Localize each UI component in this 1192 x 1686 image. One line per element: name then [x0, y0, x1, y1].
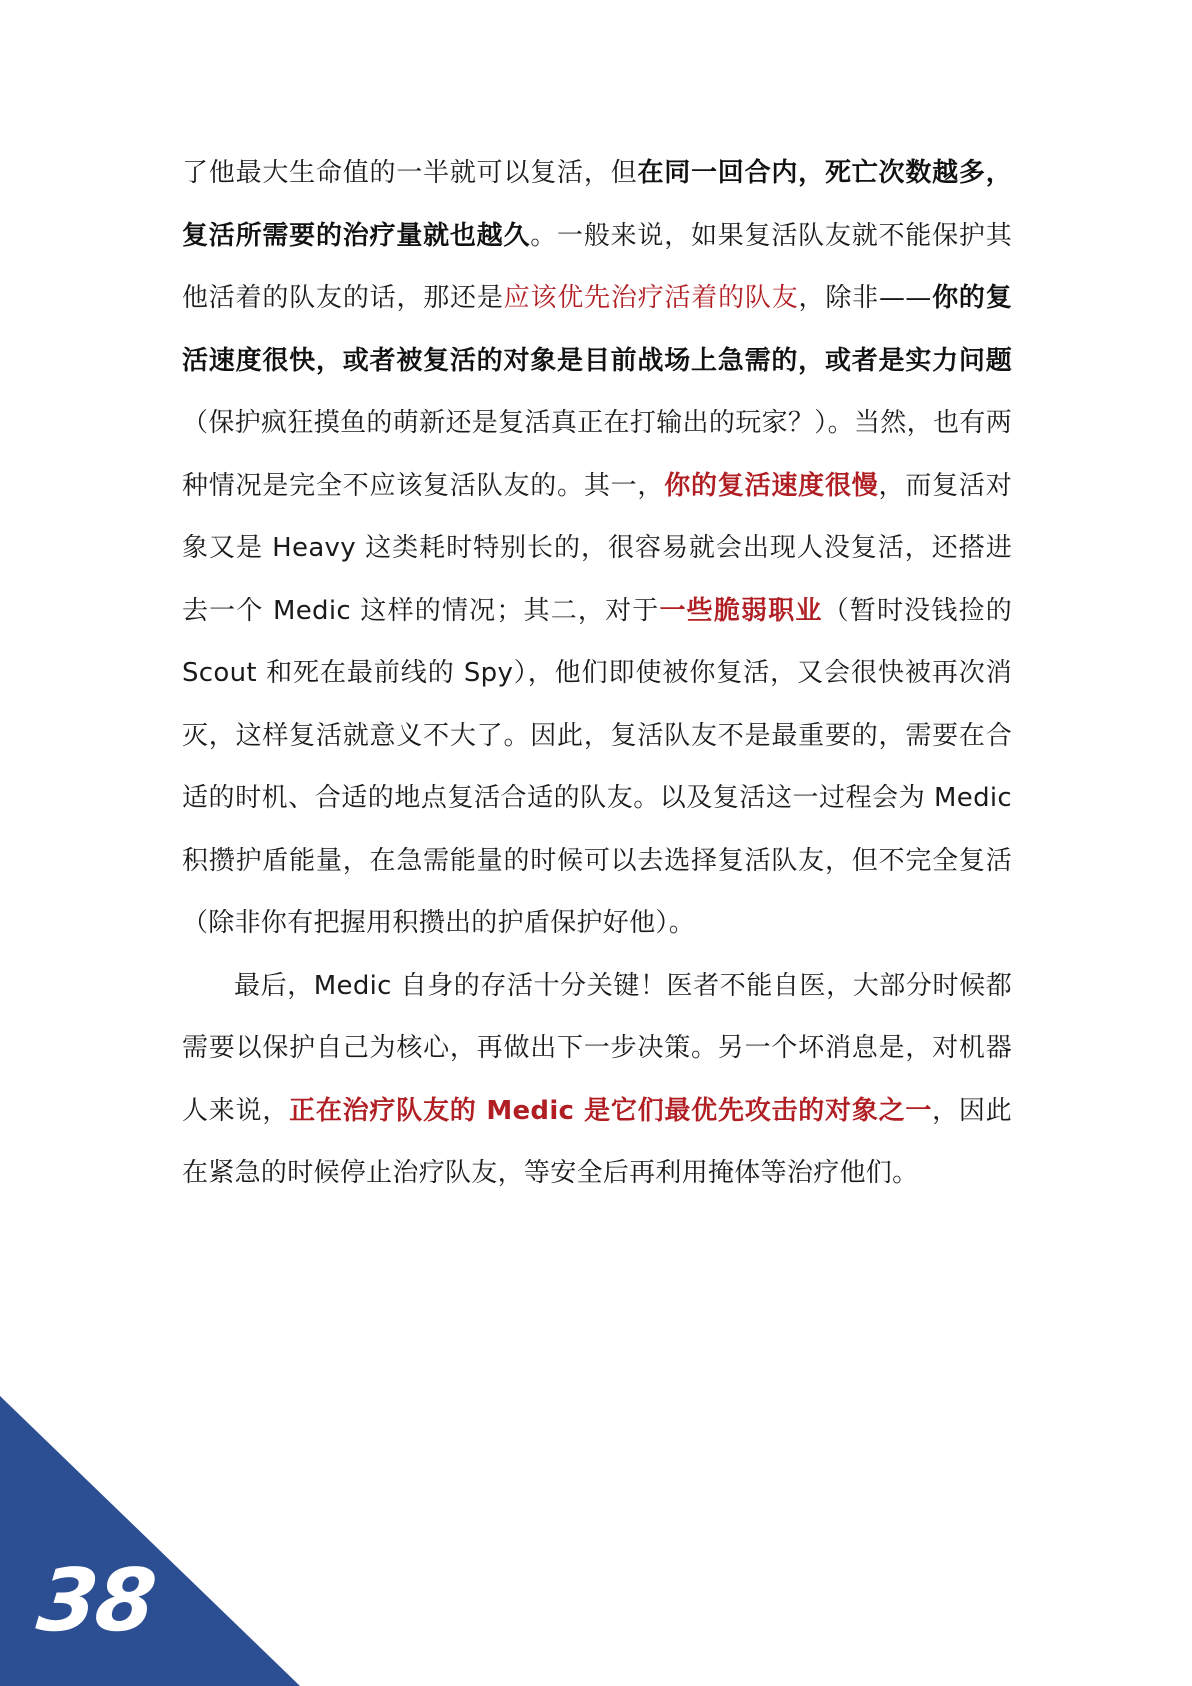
red-bold-text: 一些脆弱职业 — [659, 595, 823, 626]
text-segment: （保护疯狂摸鱼的萌新还是复活真正在打输出的玩家？）。当然，也有两种情况是完全不应该复活队友的。其一， — [182, 408, 1012, 501]
paragraph-medic-survival — [182, 955, 1012, 1205]
bold-text: 你的复活速度很快，或者被复活的对象是目前战场上急需的，或者是实力问题 — [182, 283, 1012, 376]
text-segment: 。一般来说，如果复活队友就不能保护其他活着的队友的话，那还是 — [182, 220, 1012, 313]
text-segment: 了他最大生命值的一半就可以复活，但 — [182, 158, 638, 188]
text-segment: ，除非—— — [798, 283, 932, 313]
red-bold-text: 你的复活速度很慢 — [664, 470, 879, 501]
page-number: 38 — [32, 1551, 159, 1651]
text-segment: 最后，Medic 自身的存活十分关键！医者不能自医，大部分时候都需要以保护自己为核心，再做出下一步决策。另一个坏消息是，对机器人来说， — [182, 970, 1012, 1126]
red-highlight-text: 应该优先治疗活着的队友 — [503, 283, 799, 313]
text-segment: （暂时没钱捡的 Scout 和死在最前线的 Spy），他们即使被你复活，又会很快被再次消灭，这样复活就意义不大了。因此，复活队友不是最重要的，需要在合适的时机、合适的地点复活合适的队友。以及复活这一过程会为 Medic 积攒护盾能量，在急需能量的时候可以去选择复活队友，但不完全复活（除非你有把握用积攒出的护盾保护好他）。 — [182, 595, 1012, 938]
text-segment: ，因此在紧急的时候停止治疗队友，等安全后再利用掩体等治疗他们。 — [182, 1095, 1012, 1188]
red-bold-text: 正在治疗队友的 Medic 是它们最优先攻击的对象之一 — [289, 1095, 933, 1126]
text-segment: ，而复活对象又是 Heavy 这类耗时特别长的，很容易就会出现人没复活，还搭进去一个 Medic 这样的情况；其二，对于 — [182, 470, 1013, 626]
paragraph-revive — [182, 142, 1012, 955]
page-body — [182, 142, 1012, 1205]
bold-text: 在同一回合内，死亡次数越多，复活所需要的治疗量就也越久 — [182, 158, 1013, 251]
